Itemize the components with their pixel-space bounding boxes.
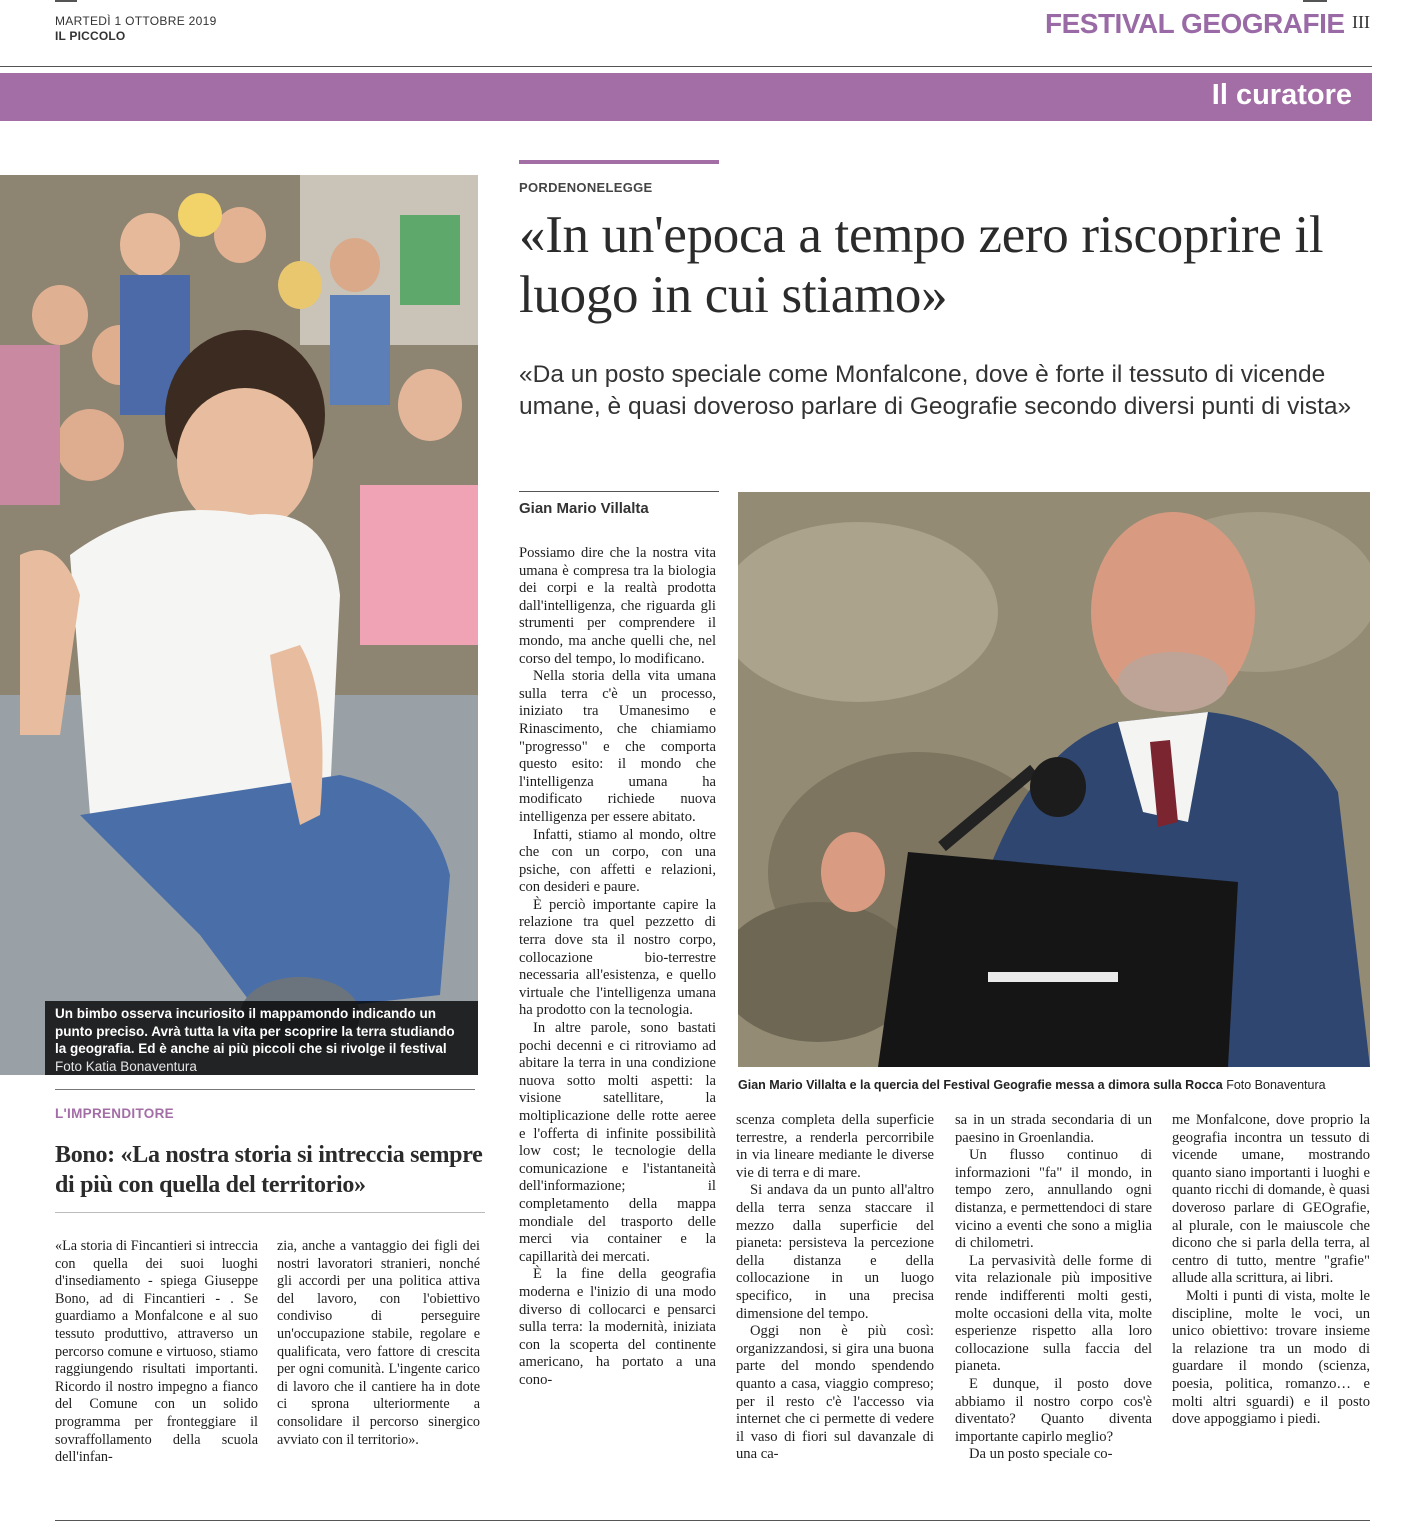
secondary-rule xyxy=(55,1212,485,1213)
paragraph: Da un posto speciale co- xyxy=(969,1446,1113,1463)
children-photo xyxy=(0,175,478,1075)
paragraph: Oggi non è più così: organizzandosi, si gira una buona parte del mondo spendendo quanto a casa, viaggio compreso; per il resto c'è l'accesso via internet che ci permette di vedere il vaso di fiori sul davanzale di una ca- xyxy=(736,1323,934,1463)
speaker-photo-caption xyxy=(738,1077,1370,1093)
secondary-column-2: zia, anche a vantaggio dei figli dei nostri lavoratori stranieri, nonché gli accordi per una politica attiva del lavoro, con l'obiettivo condiviso di perseguire un'occupazione stabile, regolare e qualificata, vero fattore di crescita per ogni comunità. L'ingente carico di lavoro che il cantiere ha in dote ci sprona ulteriormente a consolidare il percorso sinergico avviato con il territorio». xyxy=(277,1238,480,1448)
section-band xyxy=(0,73,1372,121)
paragraph: sa in un strada secondaria di un paesino in Groenlandia. xyxy=(955,1112,1152,1146)
secondary-kicker-rule xyxy=(55,1089,475,1090)
byline-rule xyxy=(519,491,719,492)
speaker-photo-illustration xyxy=(738,492,1370,1067)
article-kicker: PORDENONELEGGE xyxy=(519,180,653,195)
article-column-1 xyxy=(519,545,716,1390)
paragraph: scenza completa della superficie terrestre, a renderla percorribile in via lineare mediante le diverse vie di terra e di mare. xyxy=(736,1112,934,1181)
section-title: FESTIVAL GEOGRAFIE xyxy=(1045,8,1345,39)
header-rule xyxy=(0,66,1372,67)
paragraph: Possiamo dire che la nostra vita umana è compresa tra la biologia dei corpi e la realtà prodotta dall'intelligenza, che riguarda gli strumenti per comprendere il mondo, ma anche quelli che, nel corso del tempo, lo modificano. xyxy=(519,545,716,667)
children-photo-illustration xyxy=(0,175,478,1075)
bottom-rule xyxy=(55,1520,1370,1521)
paragraph: me Monfalcone, dove proprio la geografia incontra un tessuto di vicende umane, mostrando quanto siano importanti i luoghi e quanto ricchi di domande, è quasi doveroso parlare di GEOgrafie, al plurale, con le maiuscole che dicono che si parla della terra, al centro di tutto, mentre "grafie" allude alla scrittura, ai libri. xyxy=(1172,1112,1370,1287)
page-number: III xyxy=(1352,12,1370,32)
speaker-photo-credit: Foto Bonaventura xyxy=(1226,1078,1326,1092)
speaker-photo xyxy=(738,492,1370,1067)
paragraph: E dunque, il posto dove abbiamo il nostro corpo cos'è diventato? Quanto diventa importante capirlo meglio? xyxy=(955,1375,1152,1445)
article-column-4 xyxy=(1172,1112,1370,1429)
children-photo-credit: Foto Katia Bonaventura xyxy=(55,1058,197,1074)
paragraph: È perciò importante capire la relazione tra quel pezzetto di terra dove sta il nostro corpo, collocazione bio-terrestre necessaria all'esistenza, e quello virtuale che l'intelligenza umana ha prodotto con la tecnologia. xyxy=(519,896,716,1019)
paragraph: Molti i punti di vista, molte le discipline, molte le voci, un unico obiettivo: trovare insieme la relazione tra un modo di guardare il mondo (scienza, poesia, politica, romanzo… e molti altri sguardi) e il posto dove appoggiamo i piedi. xyxy=(1172,1287,1370,1428)
paragraph: Un flusso continuo di informazioni "fa" il mondo, in tempo zero, annullando ogni distanza, e permettendoci di stare vicino a eventi che sono a miglia di chilometri. xyxy=(955,1147,1152,1252)
speaker-photo-caption-text: Gian Mario Villalta e la quercia del Festival Geografie messa a dimora sulla Rocca xyxy=(738,1078,1223,1092)
children-photo-caption xyxy=(55,1005,463,1075)
secondary-headline: Bono: «La nostra storia si intreccia sempre di più con quella del territorio» xyxy=(55,1142,483,1198)
article-subhead: «Da un posto speciale come Monfalcone, dove è forte il tessuto di vicende umane, è quasi doveroso parlare di Geografie secondo diversi punti di vista» xyxy=(519,361,1352,420)
band-label: Il curatore xyxy=(1211,79,1352,111)
issue-date: MARTEDÌ 1 OTTOBRE 2019 xyxy=(55,14,217,28)
secondary-column-1: «La storia di Fincantieri si intreccia con quella dei suoi luoghi d'insediamento - spiega Giuseppe Bono, ad di Fincantieri - . Se guardiamo a Monfalcone e al suo tessuto produttivo, attraverso un percorso comune e virtuoso, stiamo raggiungendo risultati importanti. Ricordo il nostro impegno a fianco del Comune con un solido programma per fronteggiare il sovraffollamento della scuola dell'infan- xyxy=(55,1238,258,1466)
paragraph: È la fine della geografia moderna e l'inizio di una modo diverso di collocarci e pensarci sulla terra: la modernità, iniziata con la scoperta del continente americano, ha portato a una cono- xyxy=(519,1266,716,1388)
article-column-2 xyxy=(736,1112,934,1464)
paragraph: In altre parole, sono bastati pochi decenni e ci ritroviamo ad abitare la terra in una condizione nuova sotto molti aspetti: la visione satellitare, la moltiplicazione delle rotte aeree e l'offerta di infinite possibilità low cost; le tecnologie della comunicazione e l'istantaneità dell'informazione; il completamento della mappa mondiale del trasporto delle merci via container e la capillarità dei mercati. xyxy=(519,1020,716,1265)
newspaper-name: IL PICCOLO xyxy=(55,29,126,43)
kicker-bar xyxy=(519,160,719,164)
paragraph: La pervasività delle forme di vita relazionale più impositive rende indifferenti molti gesti, molte occasioni della vita, molte esperienze rispetto alla loro collocazione sulla faccia del pianeta. xyxy=(955,1252,1152,1375)
header-tick-right xyxy=(1303,0,1327,2)
paragraph: Nella storia della vita umana sulla terra c'è un processo, iniziato tra Umanesimo e Rinascimento, che chiamiamo "progresso" e che comporta questo esito: il mondo che l'intelligenza umana ha modificato richiede nuova intelligenza per essere abitato. xyxy=(519,668,716,825)
article-column-3 xyxy=(955,1112,1152,1464)
header-tick-left xyxy=(55,0,77,2)
children-photo-caption-text: Un bimbo osserva incuriosito il mappamondo indicando un punto preciso. Avrà tutta la vita per scoprire la terra studiando la geografia. Ed è anche ai più piccoli che si rivolge il festival xyxy=(55,1006,455,1056)
paragraph: Si andava da un punto all'altro della terra senza staccare il mezzo dalla superficie del pianeta: persisteva la percezione della distanza e della collocazione in un luogo specifico, in una precisa dimensione del tempo. xyxy=(736,1182,934,1322)
secondary-kicker: L'IMPRENDITORE xyxy=(55,1106,174,1121)
article-headline: «In un'epoca a tempo zero riscoprire il luogo in cui stiamo» xyxy=(519,206,1324,324)
paragraph: Infatti, stiamo al mondo, oltre che con un corpo, con una psiche, con affetti e relazioni, con desideri e paure. xyxy=(519,826,716,896)
article-byline: Gian Mario Villalta xyxy=(519,500,649,517)
